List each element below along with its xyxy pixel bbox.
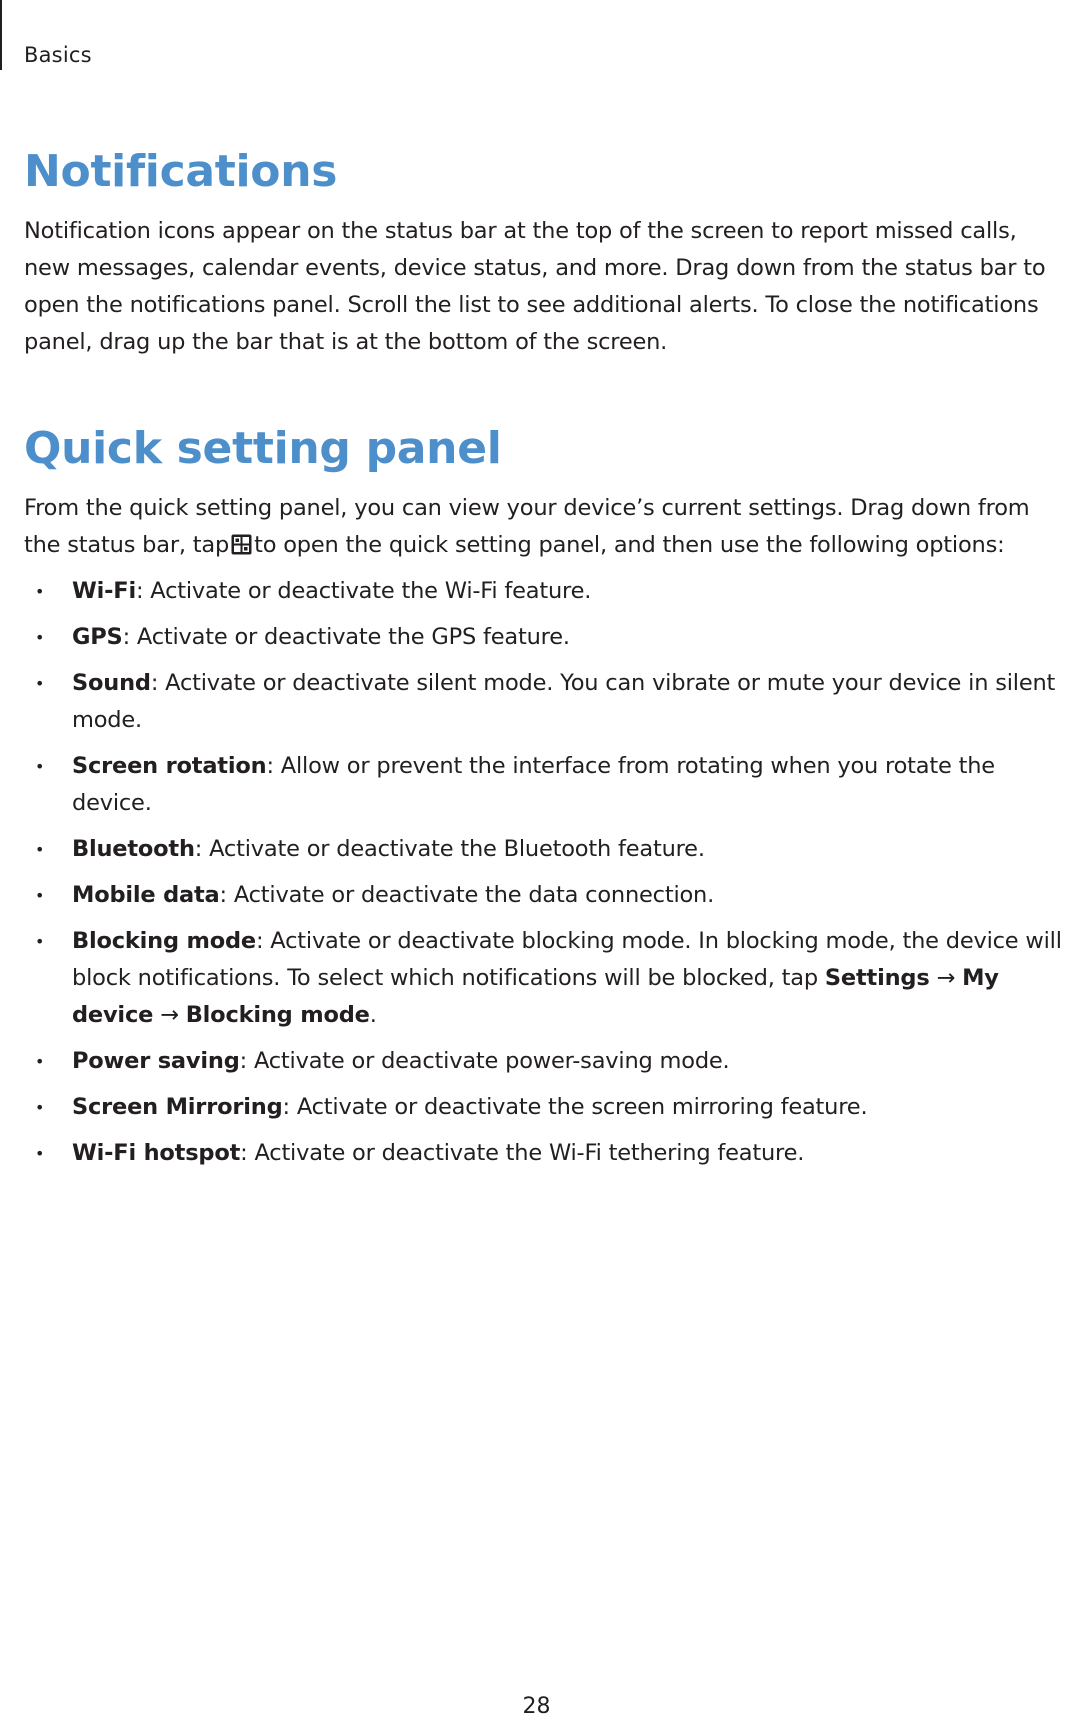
option-description: : Activate or deactivate the Bluetooth feature. xyxy=(194,835,705,862)
page-content xyxy=(24,140,1069,1172)
quick-setting-title: Quick setting panel xyxy=(24,422,502,474)
quick-settings-grid-icon xyxy=(231,534,252,555)
quick-setting-options-list xyxy=(24,573,1069,1172)
bullet-dot: • xyxy=(35,581,45,601)
section-header: Basics xyxy=(24,43,92,67)
bullet-dot: • xyxy=(35,839,45,859)
option-description: : Activate or deactivate power-saving mode. xyxy=(239,1047,730,1074)
option-term: Bluetooth xyxy=(72,835,195,862)
intro-text-before-icon: From the quick setting panel, you can view your device’s current settings. Drag down from the status bar, tap xyxy=(24,494,1030,558)
option-item xyxy=(24,619,1069,656)
option-term: Power saving xyxy=(72,1047,240,1074)
option-tail: . xyxy=(369,1001,377,1028)
option-description: : Activate or deactivate the data connection. xyxy=(219,881,715,908)
option-term: Wi-Fi hotspot xyxy=(72,1139,241,1166)
menu-path-step: Blocking mode xyxy=(185,1001,370,1028)
quick-setting-intro xyxy=(24,490,1069,564)
menu-path-step: My device xyxy=(72,964,999,1028)
path-arrow: → xyxy=(160,1001,179,1028)
option-term: Blocking mode xyxy=(72,927,256,954)
option-item xyxy=(24,1089,1069,1126)
option-term: Screen rotation xyxy=(72,752,267,779)
option-item xyxy=(24,1135,1069,1172)
path-arrow: → xyxy=(936,964,956,991)
page-number: 28 xyxy=(522,1694,551,1719)
bullet-dot: • xyxy=(35,1143,45,1163)
option-term: Sound xyxy=(72,669,151,696)
option-item xyxy=(24,748,1069,822)
intro-text-after-icon: to open the quick setting panel, and then use the following options: xyxy=(254,531,1005,558)
option-term: Mobile data xyxy=(72,881,220,908)
option-description: : Activate or deactivate the screen mirroring feature. xyxy=(282,1093,868,1120)
option-term: Screen Mirroring xyxy=(72,1093,283,1120)
menu-path-step: Settings xyxy=(824,964,930,991)
option-item xyxy=(24,831,1069,868)
option-term: Wi-Fi xyxy=(72,577,136,604)
option-item xyxy=(24,573,1069,610)
option-item xyxy=(24,665,1069,739)
option-description: : Activate or deactivate blocking mode. In blocking mode, the device will block notifications. To select which notifications will be blocked, tap xyxy=(72,927,1062,991)
bullet-dot: • xyxy=(35,1097,45,1117)
option-item xyxy=(24,877,1069,914)
bullet-dot: • xyxy=(35,931,45,951)
option-description: : Allow or prevent the interface from rotating when you rotate the device. xyxy=(72,752,995,816)
header-rule xyxy=(0,0,2,70)
option-item xyxy=(24,923,1069,1034)
option-description: : Activate or deactivate the GPS feature. xyxy=(122,623,570,650)
option-description: : Activate or deactivate the Wi-Fi tethering feature. xyxy=(240,1139,805,1166)
bullet-dot: • xyxy=(35,627,45,647)
bullet-dot: • xyxy=(35,1051,45,1071)
option-description: : Activate or deactivate silent mode. You can vibrate or mute your device in silent mode. xyxy=(72,669,1056,733)
bullet-dot: • xyxy=(35,673,45,693)
option-term: GPS xyxy=(72,623,123,650)
notifications-title: Notifications xyxy=(24,146,338,197)
bullet-dot: • xyxy=(35,885,45,905)
bullet-dot: • xyxy=(35,756,45,776)
option-item xyxy=(24,1043,1069,1080)
option-description: : Activate or deactivate the Wi-Fi feature. xyxy=(135,577,592,604)
notifications-body: Notification icons appear on the status bar at the top of the screen to report missed calls, new messages, calendar events, device status, and more. Drag down from the status bar to open the notifications panel. Scroll the list to see additional alerts. To close the notifications panel, drag up the bar that is at the bottom of the screen. xyxy=(24,217,1046,355)
